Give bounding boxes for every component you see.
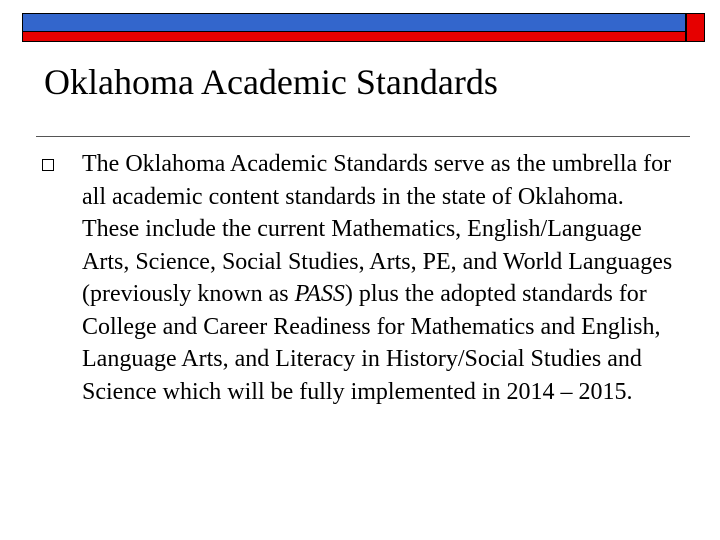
bullet-text-emphasis: PASS xyxy=(294,281,345,307)
header-red-bar xyxy=(22,32,686,42)
bullet-text-before: The Oklahoma Academic Standards serve as the umbrella for all academic content standards in the state of Oklahoma. These include the current Mathematics, English/Language Arts, Science, Social Studies, Arts, PE, and World Languages (previously known as xyxy=(82,151,673,307)
header-red-block xyxy=(686,13,705,42)
title-divider xyxy=(36,136,690,137)
slide-title: Oklahoma Academic Standards xyxy=(44,62,498,102)
bullet-text-after: ) plus the adopted standards for College and Career Readiness for Mathematics and English, Language Arts, and Literacy in History/Social Studies and Science which will be fully implemented in 2014 – 2015. xyxy=(82,281,661,405)
bullet-paragraph xyxy=(82,148,682,408)
hollow-square-bullet-icon xyxy=(42,159,54,171)
header-blue-bar xyxy=(22,13,686,32)
